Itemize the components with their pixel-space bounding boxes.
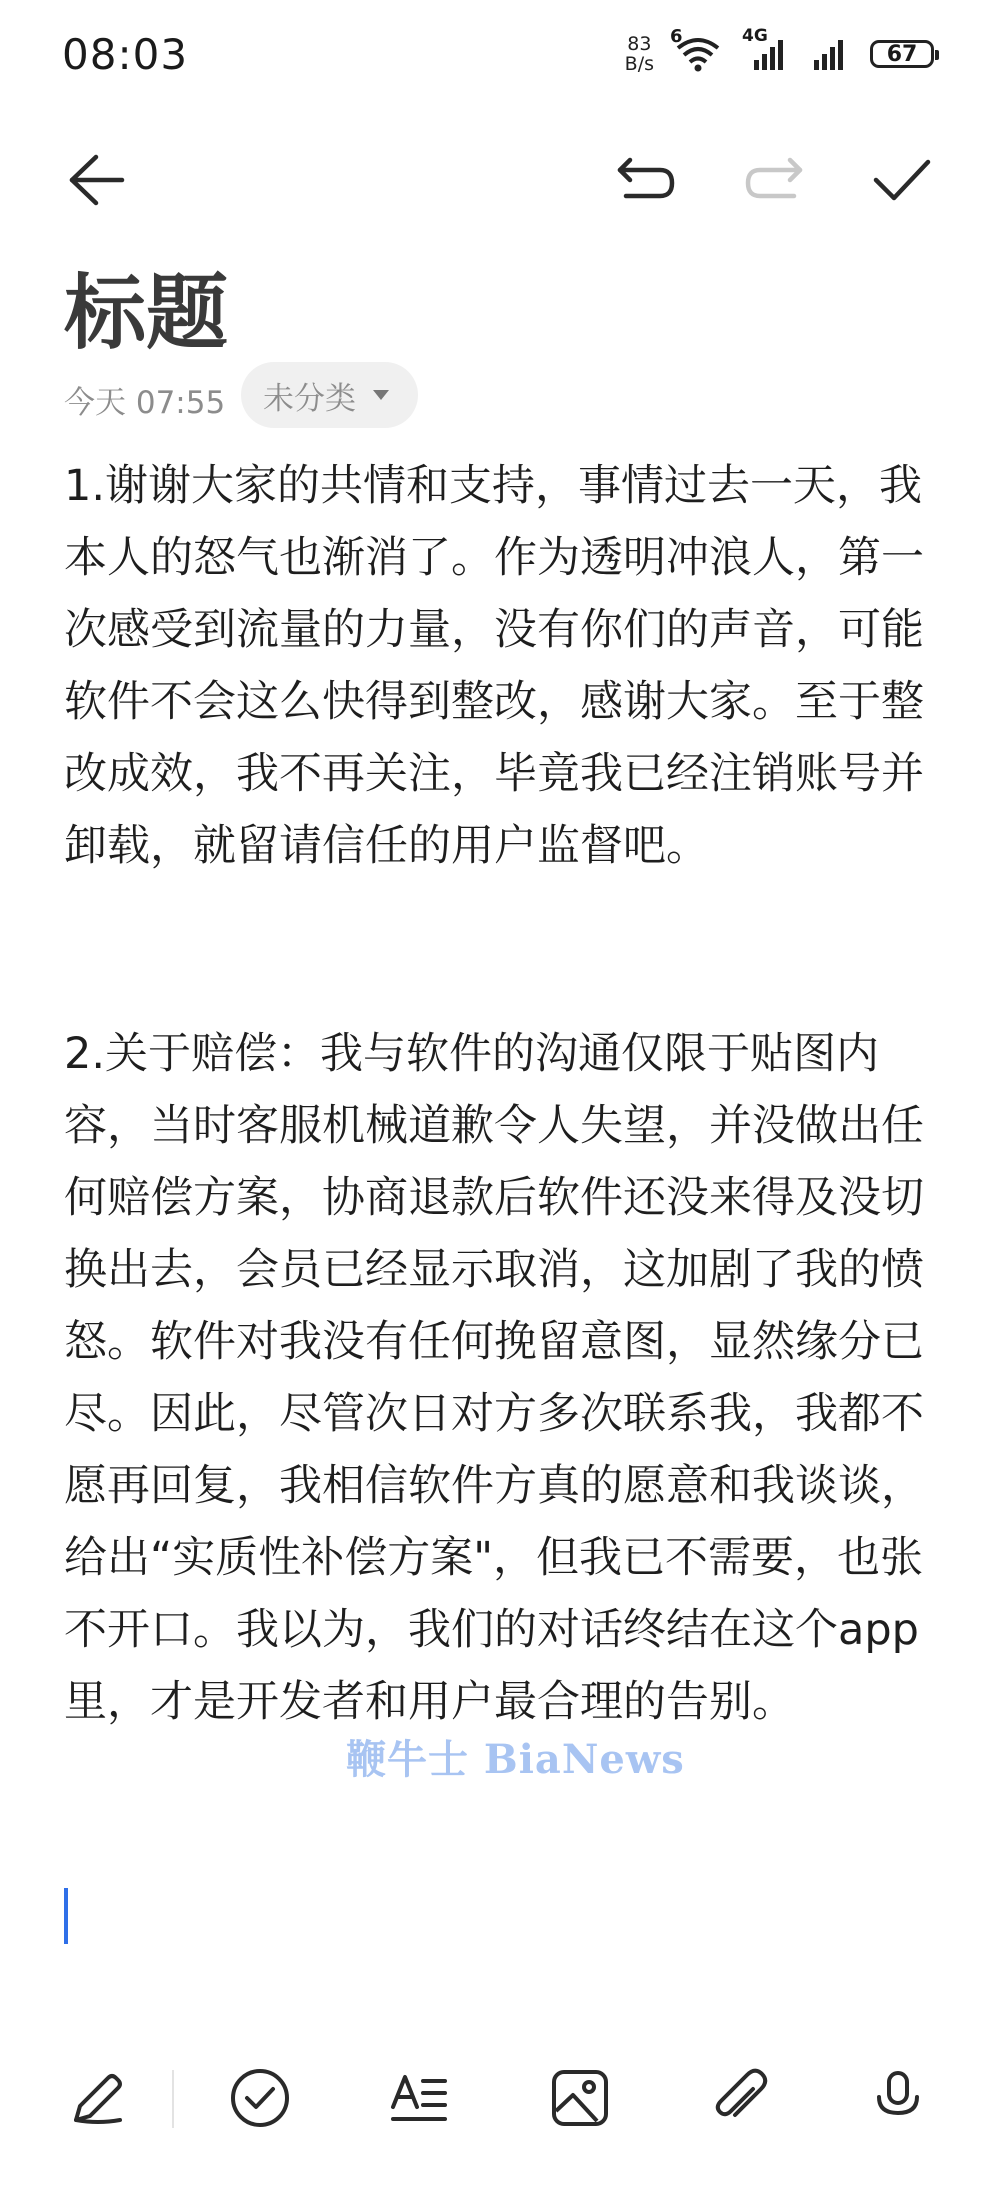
note-paragraph-1[interactable]: 1.谢谢大家的共情和支持，事情过去一天，我本人的怒气也渐消了。作为透明冲浪人，第一次感受到流量的力量，没有你们的声音，可能软件不会这么快得到整改，感谢大家。至于整改成效，我不再关注，毕竟我已经注销账号并卸载，就留请信任的用户监督吧。 [64,461,924,871]
net-speed [625,34,654,74]
undo-button[interactable] [610,144,682,216]
note-title[interactable]: 标题 [64,266,229,361]
microphone-icon [867,2067,929,2129]
net-speed-value: 83 [627,33,652,55]
caret-down-icon [372,389,390,401]
insert-image-button[interactable] [540,2058,620,2138]
confirm-button[interactable] [866,144,938,216]
checkmark-icon [872,156,932,204]
cell-label: 4G [742,26,768,46]
voice-input-button[interactable] [858,2058,938,2138]
watermark-logo: 鞭牛士 BiaNews [346,1736,685,1783]
wifi-icon [670,26,724,74]
toolbar-divider [172,2070,174,2128]
attachment-button[interactable] [700,2058,780,2138]
attachment-icon [709,2067,771,2129]
battery-level: 67 [886,41,918,67]
category-label: 未分类 [263,380,356,417]
checkbox-icon [229,2067,291,2129]
note-paragraph-2[interactable]: 2.关于赔偿：我与软件的沟通仅限于贴图内容，当时客服机械道歉令人失望，并没做出任何赔偿方案，协商退款后软件还没来得及没切换出去，会员已经显示取消，这加剧了我的愤怒。软件对我没有任何挽留意图，显然缘分已尽。因此，尽管次日对方多次联系我，我都不愿再回复，我相信软件方真的愿意和我谈谈，给出“实质性补偿方案"，但我已不需要，也张不开口。我以为，我们的对话终结在这个app里，才是开发者和用户最合理的告别。 [64,1029,924,1727]
status-icons [624,26,934,75]
image-icon [549,2067,611,2129]
text-format-icon [389,2067,451,2129]
checklist-button[interactable] [220,2058,300,2138]
bottom-toolbar [0,2058,1000,2158]
note-timestamp: 今天 07:55 [64,385,226,421]
net-speed-unit: B/s [624,53,654,75]
redo-button[interactable] [738,144,810,216]
status-time: 08:03 [62,30,189,79]
cell-signal-icon [742,26,792,74]
wifi-label: 6 [670,26,683,47]
redo-icon [744,156,804,204]
text-format-button[interactable] [380,2058,460,2138]
back-button[interactable] [60,144,132,216]
category-dropdown[interactable] [241,362,418,428]
handwriting-button[interactable] [58,2058,138,2138]
undo-icon [616,156,676,204]
arrow-left-icon [66,153,126,207]
text-cursor [64,1888,68,1944]
cell-signal-icon-2 [810,34,852,74]
pen-icon [68,2068,128,2128]
battery-icon [870,40,934,68]
